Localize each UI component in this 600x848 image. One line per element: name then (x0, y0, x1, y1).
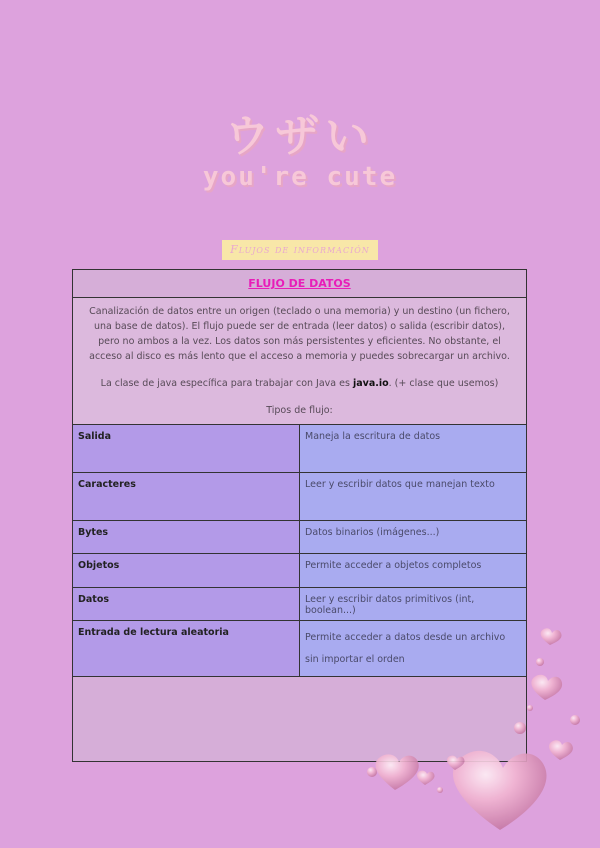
heart-icon (417, 771, 435, 785)
flow-type-name: Entrada de lectura aleatoria (73, 621, 300, 676)
intro-java-class (85, 376, 514, 391)
header-title: ウザい (225, 111, 375, 162)
intro-java-bold: java.io (352, 378, 389, 389)
flow-type-name: Bytes (73, 521, 300, 553)
table-heading: FLUJO DE DATOS (73, 270, 526, 298)
heart-icon (541, 628, 562, 645)
table-intro (73, 298, 526, 425)
section-title: Flujos de información (222, 240, 378, 260)
flow-type-desc: Permite acceder a datos desde un archivo sin importar el orden (300, 621, 526, 676)
flow-type-name: Salida (73, 425, 300, 472)
data-flow-table (72, 269, 527, 762)
table-row (73, 588, 526, 621)
flow-type-desc: Leer y escribir datos que manejan texto (300, 473, 526, 520)
table-row (73, 621, 526, 677)
heart-icon (531, 675, 562, 700)
header-subtitle: you're cute (202, 162, 398, 192)
flow-type-desc: Leer y escribir datos primitivos (int, boolean...) (300, 588, 526, 620)
flow-type-name: Objetos (73, 554, 300, 587)
table-row (73, 521, 526, 554)
intro-java-pre: La clase de java específica para trabajar con Java es (100, 378, 353, 389)
flow-type-name: Caracteres (73, 473, 300, 520)
flow-type-name: Datos (73, 588, 300, 620)
heart-icon (453, 751, 547, 830)
table-row (73, 473, 526, 521)
intro-java-post: . (+ clase que usemos) (388, 378, 499, 389)
intro-types-label: Tipos de flujo: (266, 405, 333, 416)
flow-type-desc: Permite acceder a objetos completos (300, 554, 526, 587)
table-row (73, 554, 526, 588)
table-empty-row (73, 677, 526, 761)
intro-paragraph: Canalización de datos entre un origen (teclado o una memoria) y un destino (un fichero, una base de datos). El flujo puede ser de entrada (leer datos) o salida (escribir datos), pero no ambos a la vez. Los datos son más persistentes y eficientes. No obstante, el acceso al disco es más lento que el acceso a memoria y puedes sobrecargar un archivo. (89, 306, 510, 362)
table-row (73, 425, 526, 473)
flow-type-desc: Datos binarios (imágenes...) (300, 521, 526, 553)
flow-type-desc: Maneja la escritura de datos (300, 425, 526, 472)
heart-icon (549, 740, 573, 760)
